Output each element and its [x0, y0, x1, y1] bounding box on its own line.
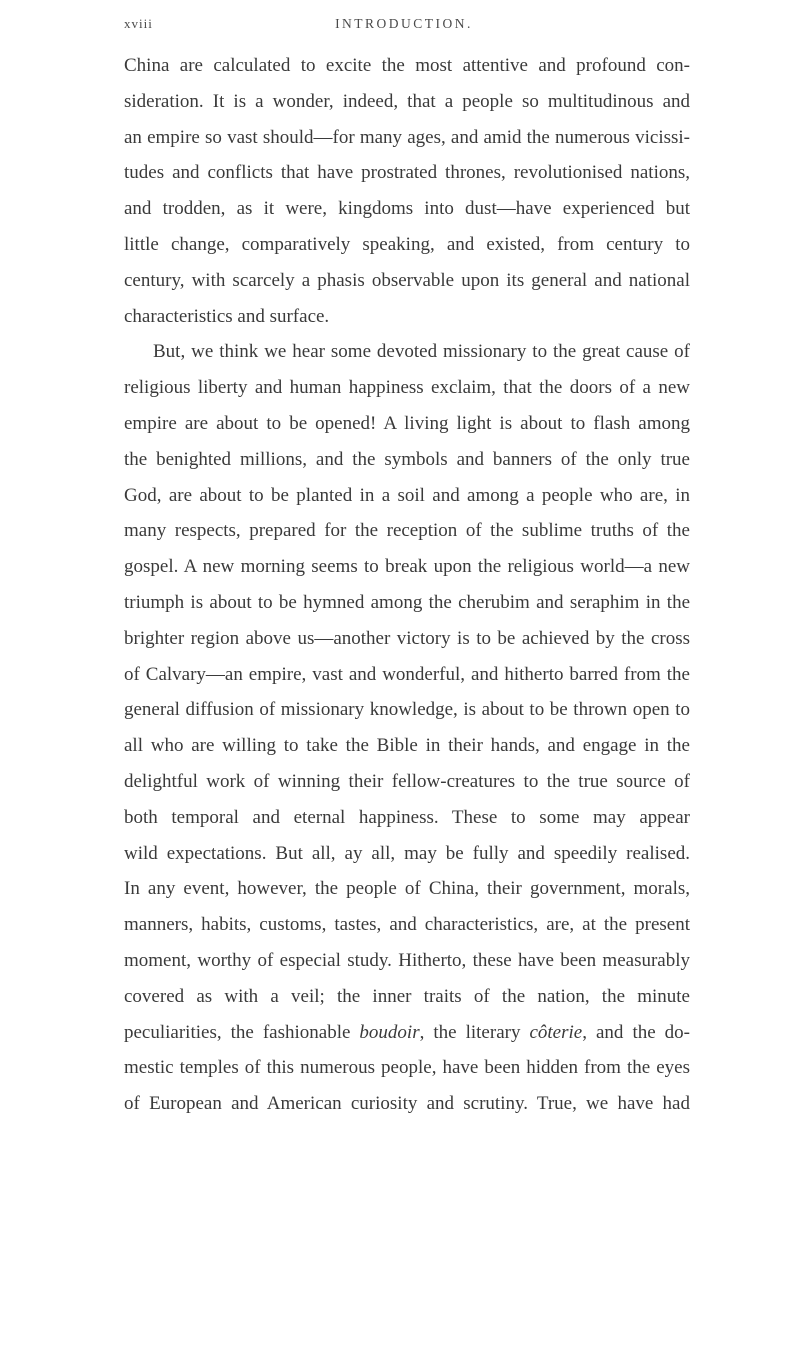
text-line: general diffusion of missionary knowledge, is about to be thrown open to	[124, 699, 690, 721]
text-line: religious liberty and human happiness exclaim, that the doors of a new	[124, 377, 690, 399]
text-line: of European and American curiosity and scrutiny. True, we have had	[124, 1093, 690, 1115]
text-line: many respects, prepared for the reception of the sublime truths of the	[124, 520, 690, 542]
text-line: mestic temples of this numerous people, have been hidden from the eyes	[124, 1057, 690, 1079]
text-line: sideration. It is a wonder, indeed, that a people so multitudinous and	[124, 90, 690, 112]
paragraph-2	[124, 334, 690, 1122]
text-line: wild expectations. But all, ay all, may be fully and speedily realised.	[124, 842, 690, 864]
paragraph-1	[124, 48, 690, 334]
text-line: But, we think we hear some devoted missionary to the great cause of	[153, 341, 690, 363]
text-line: gospel. A new morning seems to break upon the religious world—a new	[124, 556, 690, 578]
running-title: INTRODUCTION.	[335, 16, 473, 31]
text-line: the benighted millions, and the symbols and banners of the only true	[124, 448, 690, 470]
text-line: covered as with a veil; the inner traits of the nation, the minute	[124, 985, 690, 1007]
text-line: of Calvary—an empire, vast and wonderful, and hitherto barred from the	[124, 663, 690, 685]
text-line: brighter region above us—another victory is to be achieved by the cross	[124, 627, 690, 649]
text-line: manners, habits, customs, tastes, and characteristics, are, at the present	[124, 914, 690, 936]
text-line: both temporal and eternal happiness. These to some may appear	[124, 806, 690, 828]
text-line: and trodden, as it were, kingdoms into dust—have experienced but	[124, 198, 690, 220]
text-line: moment, worthy of especial study. Hitherto, these have been measurably	[124, 949, 690, 971]
text-line: all who are willing to take the Bible in their hands, and engage in the	[124, 735, 690, 757]
text-line: triumph is about to be hymned among the cherubim and seraphim in the	[124, 591, 690, 613]
text-line: In any event, however, the people of China, their government, morals,	[124, 878, 690, 900]
text-line: empire are about to be opened! A living light is about to flash among	[124, 412, 690, 434]
text-line: delightful work of winning their fellow-creatures to the true source of	[124, 770, 690, 792]
running-head	[124, 16, 684, 36]
text-line: China are calculated to excite the most attentive and profound con-	[124, 55, 690, 76]
text-line: century, with scarcely a phasis observable upon its general and national	[124, 269, 690, 291]
page-number: xviii	[124, 16, 153, 31]
text-line: peculiarities, the fashionable boudoir, the literary côterie, and the do-	[124, 1021, 690, 1043]
text-line: characteristics and surface.	[124, 305, 330, 327]
body-text	[124, 48, 690, 1122]
text-line: an empire so vast should—for many ages, and amid the numerous vicissi-	[124, 126, 690, 148]
text-line: little change, comparatively speaking, and existed, from century to	[124, 233, 690, 255]
text-line: tudes and conflicts that have prostrated thrones, revolutionised nations,	[124, 162, 690, 184]
text-line: God, are about to be planted in a soil and among a people who are, in	[124, 484, 690, 506]
